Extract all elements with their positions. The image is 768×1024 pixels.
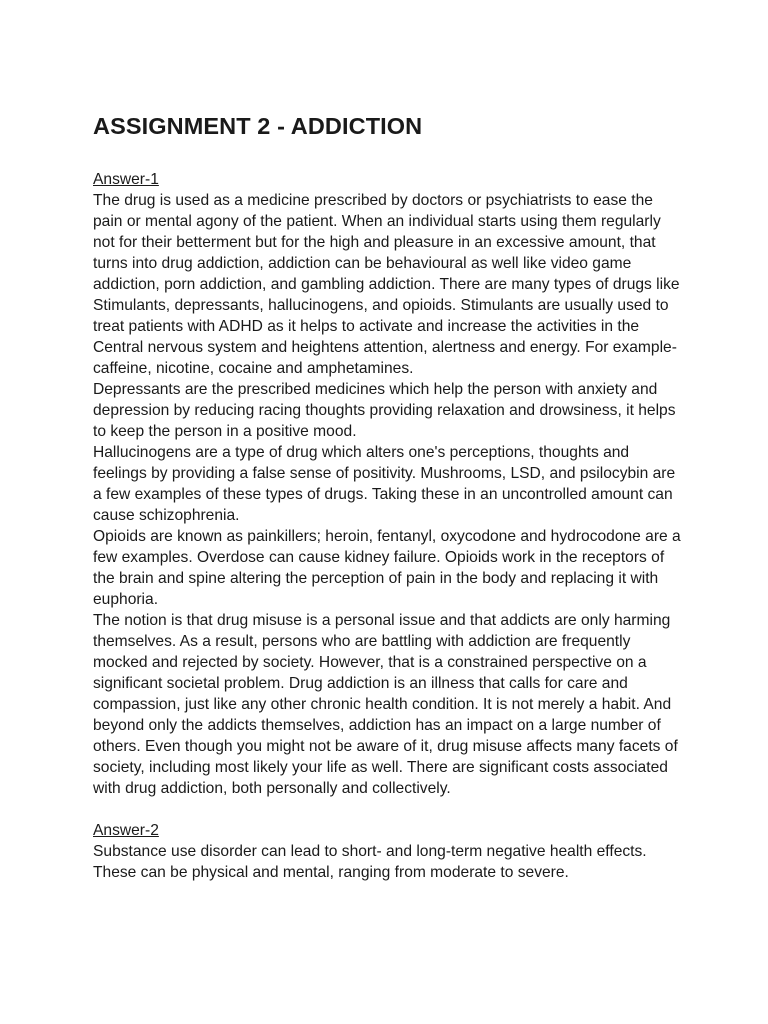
answer-1-paragraph-1: The drug is used as a medicine prescribed by doctors or psychiatrists to ease the pain or mental agony of the patient. When an individual starts using them regularly not for their betterment but for the high and pleasure in an excessive amount, that turns into drug addiction, addiction can be behavioural as well like video game addiction, porn addiction, and gambling addiction. There are many types of drugs like Stimulants, depressants, hallucinogens, and opioids. Stimulants are usually used to treat patients with ADHD as it helps to activate and increase the activities in the Central nervous system and heightens attention, alertness and energy. For example- caffeine, nicotine, cocaine and amphetamines. [93,192,680,377]
document-page [93,112,683,883]
answer-1-paragraph-2: Depressants are the prescribed medicines which help the person with anxiety and depression by reducing racing thoughts providing relaxation and drowsiness, it helps to keep the person in a positive mood. [93,381,676,440]
answer-2-section [93,820,683,883]
answer-1-paragraph-5: The notion is that drug misuse is a personal issue and that addicts are only harming themselves. As a result, persons who are battling with addiction are frequently mocked and rejected by society. However, that is a constrained perspective on a significant societal problem. Drug addiction is an illness that calls for care and compassion, just like any other chronic health condition. It is not merely a habit. And beyond only the addicts themselves, addiction has an impact on a large number of others. Even though you might not be aware of it, drug misuse affects many facets of society, including most likely your life as well. There are significant costs associated with drug addiction, both personally and collectively. [93,612,678,797]
answer-1-heading: Answer-1 [93,171,159,188]
answer-2-heading: Answer-2 [93,822,159,839]
answer-1-section [93,169,683,799]
document-title: ASSIGNMENT 2 - ADDICTION [93,113,423,139]
section-spacer [93,799,683,820]
answer-2-paragraph-1: Substance use disorder can lead to short- and long-term negative health effects. These can be physical and mental, ranging from moderate to severe. [93,843,647,881]
answer-1-paragraph-4: Opioids are known as painkillers; heroin, fentanyl, oxycodone and hydrocodone are a few examples. Overdose can cause kidney failure. Opioids work in the receptors of the brain and spine altering the perception of pain in the body and replacing it with euphoria. [93,528,681,608]
answer-1-paragraph-3: Hallucinogens are a type of drug which alters one's perceptions, thoughts and feelings by providing a false sense of positivity. Mushrooms, LSD, and psilocybin are a few examples of these types of drugs. Taking these in an uncontrolled amount can cause schizophrenia. [93,444,676,524]
